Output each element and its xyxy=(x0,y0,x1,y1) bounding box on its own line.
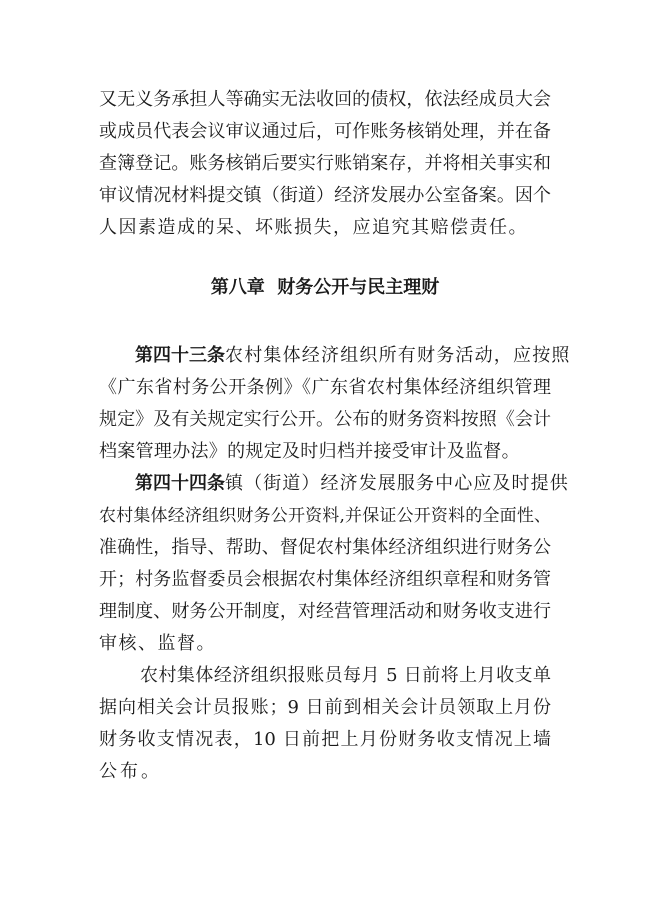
chapter-heading: 第八章 财务公开与民主理财 xyxy=(210,277,440,298)
paragraph-line: 人因素造成的呆、坏账损失，应追究其赔偿责任。 xyxy=(99,217,528,238)
paragraph-line: 财务收支情况表，10 日前把上月份财务收支情况上墙 xyxy=(99,729,551,750)
paragraph-line: 开；村务监督委员会根据农村集体经济组织章程和财务管 xyxy=(99,569,551,590)
paragraph-line: 农村集体经济组织财务公开资料,并保证公开资料的全面性、 xyxy=(99,506,551,526)
paragraph-line: 《广东省村务公开条例》《广东省农村集体经济组织管理 xyxy=(99,377,551,398)
article-44-label: 第四十四条 xyxy=(135,473,225,494)
paragraph-line: 据向相关会计员报账；9 日前到相关会计员领取上月份 xyxy=(99,697,551,718)
paragraph-line: 规定》及有关规定实行公开。公布的财务资料按照《会计 xyxy=(99,409,551,430)
article-44-first-line xyxy=(135,472,569,496)
article-43-first-line xyxy=(135,344,571,368)
paragraph-line: 档案管理办法》的规定及时归档并接受审计及监督。 xyxy=(99,441,520,462)
paragraph-line: 农村集体经济组织所有财务活动，应按照 xyxy=(225,345,571,366)
paragraph-line: 查簿登记。账务核销后要实行账销案存，并将相关事实和 xyxy=(99,153,551,174)
paragraph-line: 审议情况材料提交镇（街道）经济发展办公室备案。因个 xyxy=(99,185,551,206)
paragraph-line: 农村集体经济组织报账员每月 5 日前将上月收支单 xyxy=(140,665,551,686)
paragraph-line: 又无义务承担人等确实无法收回的债权，依法经成员大会 xyxy=(99,89,551,110)
paragraph-line: 审核、监督。 xyxy=(99,633,216,654)
paragraph-line: 镇（街道）经济发展服务中心应及时提供 xyxy=(225,473,569,494)
paragraph-line: 公布。 xyxy=(99,761,162,782)
paragraph-line: 准确性，指导、帮助、督促农村集体经济组织进行财务公 xyxy=(99,537,551,558)
paragraph-line: 或成员代表会议审议通过后，可作账务核销处理，并在备 xyxy=(99,121,551,142)
paragraph-line: 理制度、财务公开制度，对经营管理活动和财务收支进行 xyxy=(99,601,551,622)
article-43-label: 第四十三条 xyxy=(135,345,225,366)
